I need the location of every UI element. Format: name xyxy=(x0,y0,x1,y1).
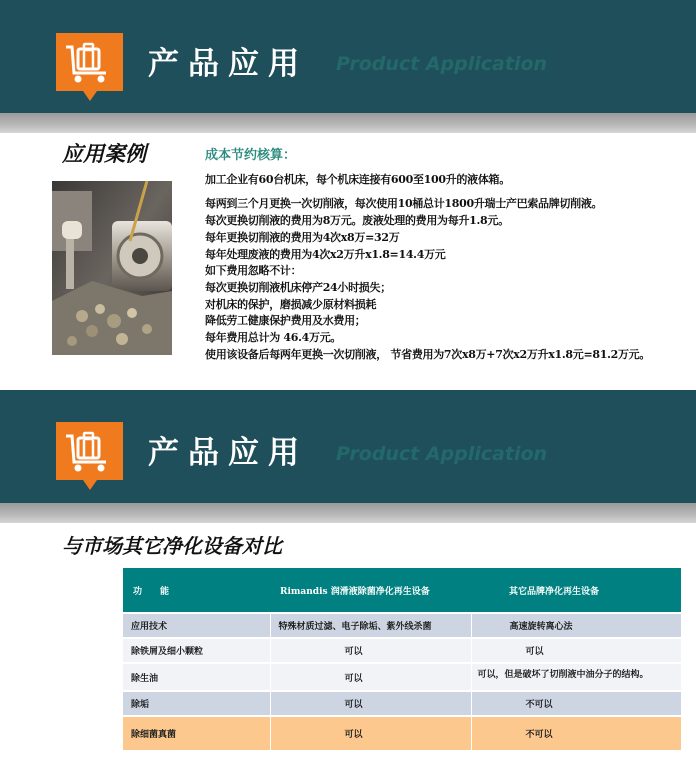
other-cell: 不可以 xyxy=(471,691,681,716)
other-cell: 可以 xyxy=(471,638,681,663)
luggage-cart-icon xyxy=(56,33,123,91)
banner-top-shadow xyxy=(0,113,696,133)
row-label: 除垢 xyxy=(123,691,270,716)
calc-line: 每两到三个月更换一次切削液，每次使用10桶总计1800升瑞士产巴索品牌切削液。 xyxy=(205,197,603,210)
calc-line: 每年更换切削液的费用为4次x8万=32万 xyxy=(205,231,400,244)
other-cell: 可以，但是破坏了切削液中油分子的结构。 xyxy=(471,663,681,691)
banner-subtitle: Product Application xyxy=(336,443,548,465)
row-label: 除生油 xyxy=(123,663,270,691)
cost-calc-title: 成本节约核算： xyxy=(205,148,297,163)
rimandis-cell: 可以 xyxy=(270,663,471,691)
header-other-brand: 其它品牌净化再生设备 xyxy=(471,568,681,613)
table-row xyxy=(123,716,681,750)
banner-bottom-shadow xyxy=(0,503,696,523)
case-heading: 应用案例 xyxy=(62,141,146,166)
other-cell: 高速旋转离心法 xyxy=(471,613,681,638)
header-rimandis: Rimandis 润滑液除菌净化再生设备 xyxy=(270,568,471,613)
rimandis-cell: 可以 xyxy=(270,691,471,716)
row-label: 应用技术 xyxy=(123,613,270,638)
header-function: 功 能 xyxy=(123,568,270,613)
logo-pointer xyxy=(83,480,97,490)
compare-heading: 与市场其它净化设备对比 xyxy=(62,534,282,558)
calc-line: 使用该设备后每两年更换一次切削液， 节省费用为7次x8万+7次x2万升x1.8元=81.2万元。 xyxy=(205,348,651,361)
calc-line: 降低劳工健康保护费用及水费用； xyxy=(205,314,366,327)
calc-line: 每次更换切削液的费用为8万元。废液处理的费用为每升1.8元。 xyxy=(205,214,509,227)
rimandis-cell: 可以 xyxy=(270,716,471,750)
rimandis-cell: 特殊材质过滤、电子除垢、紫外线杀菌 xyxy=(270,613,471,638)
calc-line: 每次更换切削液机床停产24小时损失； xyxy=(205,281,391,294)
comparison-table xyxy=(123,568,682,750)
calc-line: 如下费用忽略不计： xyxy=(205,264,302,277)
other-cell: 不可以 xyxy=(471,716,681,750)
table-row xyxy=(123,613,681,638)
logo-pointer xyxy=(83,91,97,101)
banner-title: 产品应用 xyxy=(148,46,308,82)
banner-title: 产品应用 xyxy=(148,435,308,471)
table-row xyxy=(123,691,681,716)
calc-line: 加工企业有60台机床，每个机床连接有600至100升的液体箱。 xyxy=(205,173,510,186)
calc-line: 每年费用总计为 46.4万元。 xyxy=(205,331,342,344)
table-header-row xyxy=(123,568,681,613)
table-row xyxy=(123,663,681,691)
row-label: 除铁屑及细小颗粒 xyxy=(123,638,270,663)
banner-subtitle: Product Application xyxy=(336,53,548,75)
calc-line: 对机床的保护，磨损减少原材料损耗 xyxy=(205,298,377,311)
table-row xyxy=(123,638,681,663)
row-label: 除细菌真菌 xyxy=(123,716,270,750)
calc-line: 每年处理废液的费用为4次x2万升x1.8=14.4万元 xyxy=(205,248,446,261)
machining-photo xyxy=(52,181,172,355)
luggage-cart-icon xyxy=(56,422,123,480)
rimandis-cell: 可以 xyxy=(270,638,471,663)
